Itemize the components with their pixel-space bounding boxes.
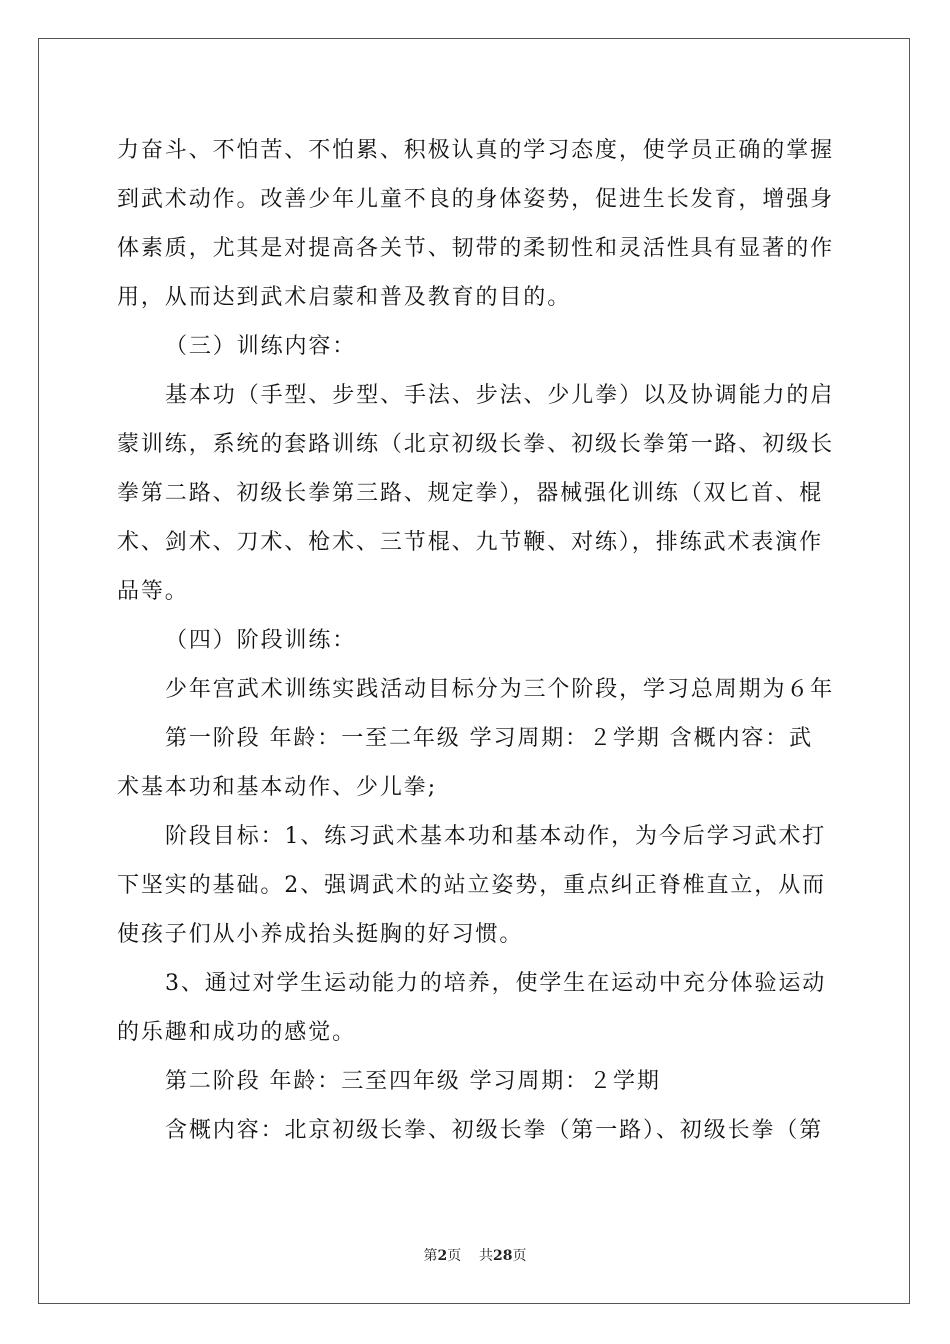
text-line: 的乐趣和成功的感觉。: [117, 1020, 357, 1045]
page-suffix: 页: [447, 1248, 462, 1264]
text-line: 使孩子们从小养成抬头挺胸的好习惯。: [117, 922, 524, 947]
document-body: [117, 126, 833, 1155]
total-suffix: 页: [512, 1248, 527, 1264]
text-line: 下坚实的基础。2、强调武术的站立姿势，重点纠正脊椎直立，从而: [117, 873, 826, 898]
total-prefix: 共: [479, 1248, 494, 1264]
text-line: 术基本功和基本动作、少儿拳;: [117, 775, 438, 800]
total-pages: 28: [493, 1248, 513, 1264]
text-line: （四）阶段训练：: [165, 628, 357, 653]
text-line: 体素质，尤其是对提高各关节、韧带的柔韧性和灵活性具有显著的作: [117, 236, 835, 261]
text-line: 拳第二路、初级长拳第三路、规定拳），器械强化训练（双匕首、棍: [117, 481, 824, 506]
text-line: 阶段目标：1、练习武术基本功和基本动作，为今后学习武术打: [165, 824, 827, 849]
text-line: （三）训练内容：: [165, 334, 357, 359]
text-line: 术、剑术、刀术、枪术、三节棍、九节鞭、对练），排练武术表演作: [117, 530, 824, 555]
text-line: 3、通过对学生运动能力的培养，使学生在运动中充分体验运动: [165, 971, 827, 996]
text-line: 到武术动作。改善少年儿童不良的身体姿势，促进生长发育，增强身: [117, 187, 835, 212]
page-footer: [0, 1245, 950, 1265]
text-line: 力奋斗、不怕苦、不怕累、积极认真的学习态度，使学员正确的掌握: [117, 138, 835, 163]
page-number: 2: [437, 1248, 448, 1264]
text-line: 用，从而达到武术启蒙和普及教育的目的。: [117, 285, 572, 310]
text-line: 少年宫武术训练实践活动目标分为三个阶段，学习总周期为６年: [165, 677, 835, 702]
text-line: 含概内容：北京初级长拳、初级长拳（第一路）、初级长拳（第: [165, 1118, 824, 1143]
text-line: 蒙训练，系统的套路训练（北京初级长拳、初级长拳第一路、初级长: [117, 432, 835, 457]
text-line: 基本功（手型、步型、手法、步法、少儿拳）以及协调能力的启: [165, 383, 835, 408]
text-line: 第一阶段 年龄：一至二年级 学习周期：２学期 含概内容：武: [165, 726, 814, 751]
text-line: 第二阶段 年龄：三至四年级 学习周期：２学期: [165, 1069, 661, 1094]
text-line: 品等。: [117, 579, 189, 604]
page-prefix: 第: [423, 1248, 438, 1264]
